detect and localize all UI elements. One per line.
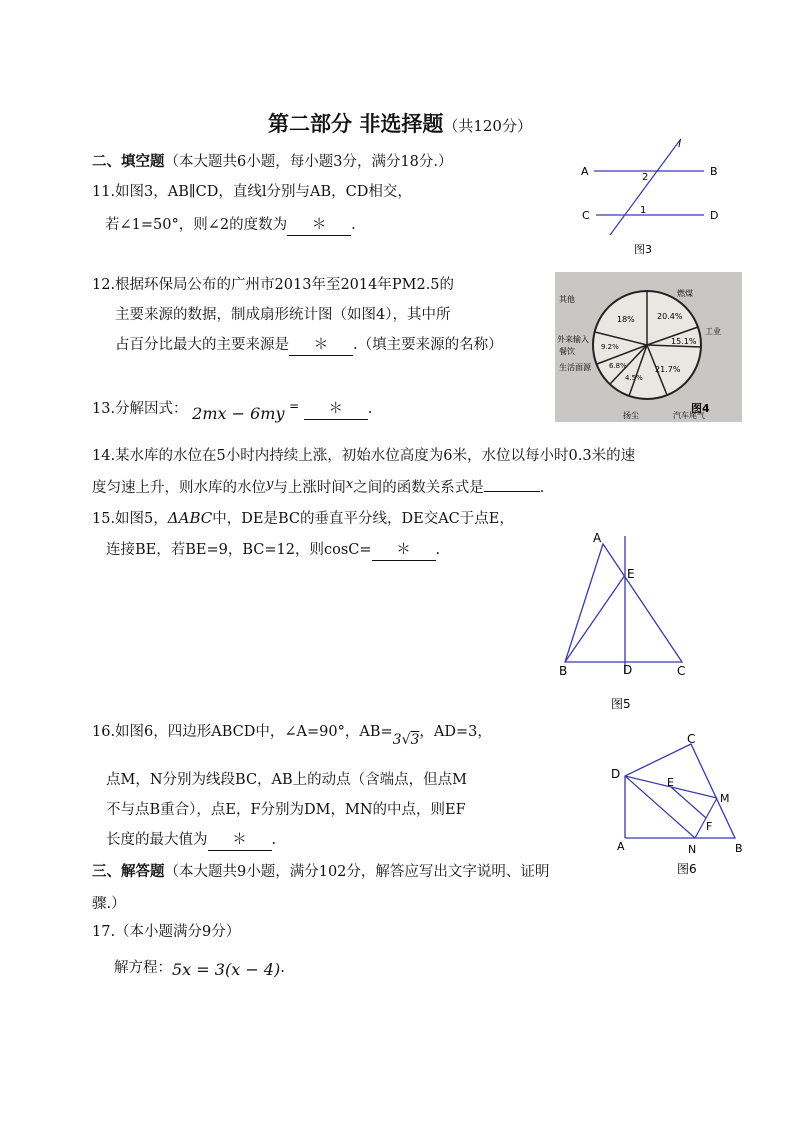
fig3-label-d: D	[710, 209, 719, 222]
figure-4-pie	[555, 272, 742, 422]
q13-expression: 2mx − 6my	[192, 404, 285, 423]
q14-text-a: 度匀速上升，则水库的水位	[92, 480, 266, 496]
q17-equation: 5x = 3(x − 4)	[172, 960, 281, 979]
fig6-label-b: B	[735, 842, 743, 855]
triangle-abc	[565, 544, 682, 662]
q12-answer-blank[interactable]: ＊	[289, 335, 353, 356]
fig6-label-a: A	[617, 840, 625, 853]
q15-triangle: ΔABC	[167, 509, 213, 527]
pie-value-living: 6.8%	[609, 362, 627, 370]
fig6-label-c: C	[687, 732, 696, 746]
pie-label-exhaust: 汽车尾气	[673, 411, 705, 420]
fig6-label-d: D	[611, 767, 621, 781]
q12-text: 占百分比最大的主要来源是	[115, 337, 289, 353]
section3-desc: （本大题共9小题，满分102分，解答应写出文字说明、证明	[164, 864, 550, 880]
q11-text: 若∠1=50°，则∠2的度数为	[105, 217, 288, 233]
q16-end: .	[271, 832, 277, 848]
q12-text-end: .（填主要来源的名称）	[353, 337, 503, 353]
pie-value-industry: 15.1%	[671, 337, 697, 346]
fig3-caption: 图3	[634, 243, 652, 256]
q13-equals: =	[289, 399, 300, 413]
q17-prefix: 解方程：	[114, 960, 172, 976]
segment-be	[565, 575, 625, 662]
fig3-angle-2: 2	[642, 172, 649, 183]
fig5-label-b: B	[559, 664, 568, 678]
fig5-caption: 图5	[611, 697, 631, 711]
q17-line2	[114, 957, 285, 978]
q11-line1: 11.如图3，AB∥CD，直线l分别与AB，CD相交，	[92, 184, 412, 200]
q14-line1: 14.某水库的水位在5小时内持续上涨，初始水位高度为6米，水位以每小时0.3米的速	[92, 448, 636, 464]
q14-text-c: 之间的函数关系式是	[353, 480, 484, 496]
figure-3	[572, 135, 732, 260]
title-main: 第二部分 非选择题	[268, 112, 444, 136]
fig4-caption: 图4	[691, 402, 710, 415]
section2-heading: 二、填空题	[92, 154, 165, 170]
q14-var-y: y	[266, 477, 274, 492]
q13-end: .	[367, 401, 373, 417]
q16-line2: 点M，N分别为线段BC，AB上的动点（含端点，但点M	[106, 772, 468, 788]
q13-prefix: 13.分解因式：	[92, 401, 188, 417]
q14-var-x: x	[345, 477, 354, 492]
section3-heading: 三、解答题	[92, 864, 165, 880]
page-title	[0, 108, 800, 138]
q14-line2	[92, 478, 544, 499]
q11-answer-blank[interactable]: ＊	[287, 215, 351, 236]
q16-sqrt-coef: 3	[392, 732, 402, 748]
pie-value-exhaust: 21.7%	[655, 365, 681, 374]
fig6-caption: 图6	[677, 862, 697, 876]
fig3-label-c: C	[582, 209, 590, 222]
pie-label-coal: 燃煤	[677, 289, 693, 298]
pie-label-other: 其他	[559, 295, 575, 304]
fig5-label-a: A	[593, 531, 602, 545]
fig3-label-b: B	[710, 165, 718, 178]
pie-label-catering: 餐饮	[559, 347, 575, 356]
q15-line2	[106, 540, 440, 561]
q17-line1: 17.（本小题满分9分）	[92, 924, 241, 940]
q15-text-a: 15.如图5，	[92, 511, 168, 527]
line-l	[610, 140, 680, 235]
fig5-label-c: C	[677, 664, 686, 678]
title-note: （共120分）	[443, 117, 532, 135]
q16-text-b: ，AD=3，	[419, 724, 492, 740]
q16-sqrt: 3√3	[392, 732, 420, 748]
q14-text-b: 与上涨时间	[273, 480, 346, 496]
section3-line2: 骤.）	[92, 896, 126, 912]
fig6-label-n: N	[688, 843, 697, 856]
fig6-label-e: E	[667, 776, 674, 789]
section2-header	[92, 152, 453, 172]
q16-line4	[106, 830, 276, 851]
segment-dn	[625, 776, 695, 838]
q13-answer-blank[interactable]: ＊	[304, 399, 368, 420]
q15-line1	[92, 508, 514, 529]
q12-line3	[115, 335, 503, 356]
q15-text-c: 连接BE，若BE=9，BC=12，则cosC=	[106, 542, 372, 558]
section2-desc: （本大题共6小题，每小题3分，满分18分.）	[164, 154, 453, 170]
q16-sqrt-arg: 3	[410, 732, 420, 748]
q12-line2: 主要来源的数据，制成扇形统计图（如图4），其中所	[115, 307, 451, 323]
q16-text-c: 长度的最大值为	[106, 832, 208, 848]
pie-value-dust: 4.5%	[625, 374, 643, 382]
pie-value-coal: 20.4%	[657, 312, 683, 321]
q16-text-a: 16.如图6，四边形ABCD中，∠A=90°，AB=	[92, 724, 393, 740]
q15-text-b: 中，DE是BC的垂直平分线，DE交AC于点E，	[212, 511, 514, 527]
pie-label-living: 生活面源	[559, 363, 591, 372]
q13-line	[92, 398, 373, 423]
pie-value-other: 18%	[617, 315, 635, 324]
q12-line1: 12.根据环保局公布的广州市2013年至2014年PM2.5的	[92, 277, 455, 293]
fig6-label-m: M	[720, 792, 730, 805]
q16-answer-blank[interactable]: ＊	[208, 830, 272, 851]
q15-end: .	[435, 542, 441, 558]
pie-value-external: 9.2%	[601, 343, 619, 351]
fig3-label-a: A	[581, 165, 589, 178]
section3-header	[92, 862, 549, 882]
fig5-label-e: E	[627, 567, 635, 581]
pie-label-dust: 扬尘	[623, 411, 639, 420]
q16-line1	[92, 722, 492, 748]
q14-answer-blank[interactable]	[484, 491, 540, 492]
q11-line2	[105, 215, 356, 236]
figure-6	[605, 730, 765, 880]
q11-end: .	[351, 217, 356, 233]
q17-end: .	[280, 960, 285, 976]
fig5-label-d: D	[623, 663, 633, 677]
pie-label-industry: 工业	[705, 327, 721, 336]
fig6-label-f: F	[706, 820, 713, 833]
fig3-label-l: l	[678, 137, 682, 150]
figure-4	[555, 272, 742, 422]
q14-end: .	[539, 480, 545, 496]
pie-label-external: 外来输入	[557, 335, 589, 344]
q15-answer-blank[interactable]: ＊	[372, 540, 436, 561]
q16-line3: 不与点B重合），点E，F分别为DM，MN的中点，则EF	[106, 802, 466, 818]
figure-5	[555, 528, 705, 718]
fig3-angle-1: 1	[640, 205, 647, 216]
